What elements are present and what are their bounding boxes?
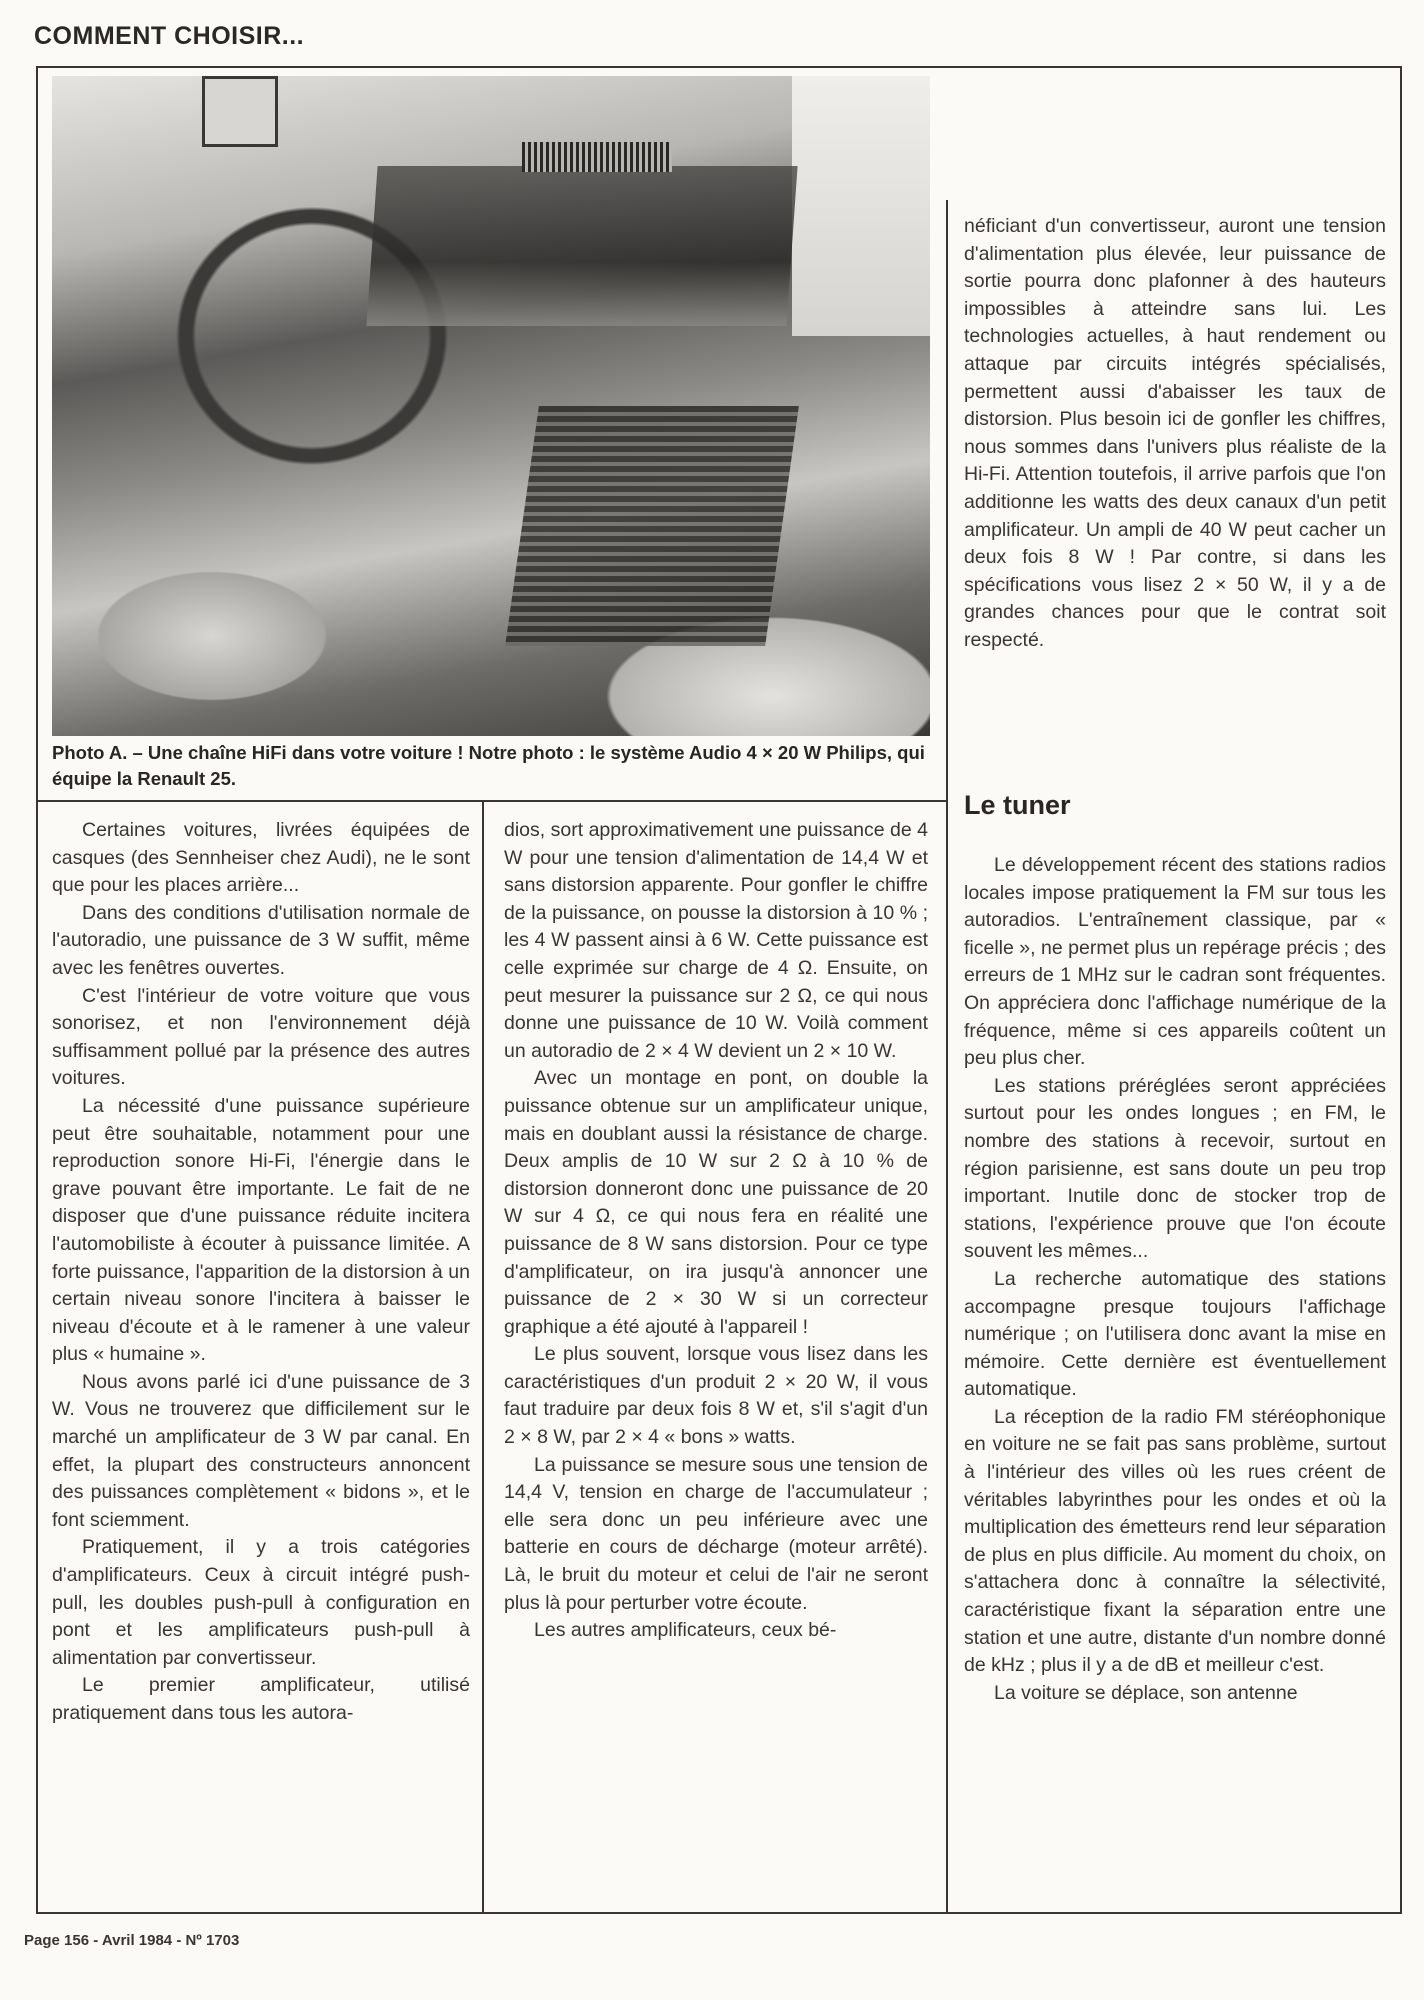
paragraph: Le premier amplificateur, utilisé pratiquement dans tous les autora- xyxy=(52,1674,470,1724)
paragraph: Avec un montage en pont, on double la puissance obtenue sur un amplificateur unique, mais en doublant aussi la résistance de charge. Deux amplis de 10 W sur 2 Ω à 10 % de distorsion donneront donc une puissance de 20 W sur 4 Ω, ce qui nous fera en réalité une puissance de 8 W sans distorsion. Pour ce type d'amplificateur, on ira jusqu'à annoncer une puissance de 2 × 30 W si un correcteur graphique a été ajouté à l'appareil ! xyxy=(504,1067,928,1338)
section-kicker: COMMENT CHOISIR... xyxy=(34,22,305,50)
caption-rule xyxy=(36,800,948,802)
photo-vent xyxy=(522,142,672,172)
paragraph-continuation: néficiant d'un convertisseur, auront une tension d'alimentation plus élevée, leur puissance de sortie pourra donc plafonner à des hauteurs impossibles à atteindre sans lui. Les technologies actuelles, à haut rendement ou attaque par circuits intégrés spécialisés, permettent aussi d'abaisser les taux de distorsion. Plus besoin ici de gonfler les chiffres, nous sommes dans l'univers plus réaliste de la Hi-Fi. Attention toutefois, il arrive parfois que l'on additionne les watts des deux canaux d'un petit amplificateur. Un ampli de 40 W peut cacher un deux fois 8 W ! Par contre, si dans les spécifications vous lisez 2 × 50 W, il y a de grandes chances pour que le contrat soit respecté. xyxy=(964,215,1386,651)
paragraph: Certaines voitures, livrées équipées de casques (des Sennheiser chez Audi), ne le sont que pour les places arrière... xyxy=(52,819,470,897)
paragraph: Nous avons parlé ici d'une puissance de 3 W. Vous ne trouverez que difficilement sur le marché un amplificateur de 3 W par canal. En effet, la plupart des constructeurs annoncent des puissances complètement « bidons », et le font sciemment. xyxy=(52,1370,470,1531)
column-3-top xyxy=(964,213,1386,655)
photo-window xyxy=(792,76,930,336)
column-rule-3 xyxy=(946,200,948,1914)
paragraph: La nécessité d'une puissance supérieure peut être souhaitable, notamment pour une reproduction sonore Hi-Fi, l'énergie dans le grave pouvant être importante. Le fait de ne disposer que d'une puissance réduite incitera l'automobiliste à écouter à puissance limitée. A forte puissance, l'apparition de la distorsion à un certain niveau sonore l'incitera à baisser le niveau d'écoute et à le ramener à une valeur plus « humaine ». xyxy=(52,1094,470,1366)
paragraph: La voiture se déplace, son antenne xyxy=(994,1681,1298,1704)
paragraph: La recherche automatique des stations accompagne presque toujours l'affichage numérique ; on l'utilisera donc avant la mise en mémoire. Cette dernière est éventuellement automatique. xyxy=(964,1267,1386,1401)
page-folio: Page 156 - Avril 1984 - Nº 1703 xyxy=(24,1932,240,1949)
paragraph-continuation: dios, sort approximativement une puissance de 4 W pour une tension d'alimentation de 14,4 W et sans distorsion apparente. Pour gonfler le chiffre de la puissance, on pousse la distorsion à 10 % ; les 4 W passent ainsi à 6 W. Cette puissance est celle exprimée sur charge de 4 Ω. Ensuite, on peut mesurer la puissance sur 2 Ω, ce qui nous donne une puissance de 10 W. Voilà comment un autoradio de 2 × 4 W devient un 2 × 10 W. xyxy=(504,819,928,1062)
paragraph: Les autres amplificateurs, ceux bé- xyxy=(534,1619,837,1642)
column-3-bottom xyxy=(964,852,1386,1707)
column-1 xyxy=(52,817,470,1728)
paragraph: Dans des conditions d'utilisation normale de l'autoradio, une puissance de 3 W suffit, même avec les fenêtres ouvertes. xyxy=(52,901,470,979)
paragraph: La réception de la radio FM stéréophonique en voiture ne se fait pas sans problème, surtout à l'intérieur des villes où les rues créent de véritables labyrinthes pour les ondes et où la multiplication des émetteurs rend leur séparation de plus en plus difficile. Au moment du choix, on s'attachera donc à connaître la sélectivité, caractéristique fixant la séparation entre une station et une autre, distante d'un nombre donné de kHz ; plus il y a de dB et meilleur c'est. xyxy=(964,1405,1386,1677)
paragraph: Le développement récent des stations radios locales impose pratiquement la FM sur tous les autoradios. L'entraînement classique, par « ficelle », ne permet plus un repérage précis ; des erreurs de 1 MHz sur le cadran sont fréquentes. On appréciera donc l'affichage numérique de la fréquence, même si ces appareils coûtent un peu plus cher. xyxy=(964,854,1386,1070)
car-interior-photo xyxy=(52,76,930,736)
column-2 xyxy=(504,817,928,1645)
photo-caption: Photo A. – Une chaîne HiFi dans votre voiture ! Notre photo : le système Audio 4 × 20 W Philips, qui équipe la Renault 25. xyxy=(52,742,925,789)
section-heading-tuner: Le tuner xyxy=(964,790,1071,820)
paragraph: Pratiquement, il y a trois catégories d'amplificateurs. Ceux à circuit intégré push-pull, les doubles push-pull à configuration en pont et les amplificateurs push-pull à alimentation par convertisseur. xyxy=(52,1536,470,1669)
photo-mirror xyxy=(202,76,278,147)
photo-audio-console xyxy=(505,406,799,646)
column-rule-2 xyxy=(482,800,484,1914)
paragraph: Le plus souvent, lorsque vous lisez dans les caractéristiques d'un produit 2 × 20 W, il vous faut traduire par deux fois 8 W et, s'il s'agit d'un 2 × 8 W, par 2 × 4 « bons » watts. xyxy=(504,1343,928,1449)
paragraph: Les stations préréglées seront appréciées surtout pour les ondes longues ; en FM, le nombre des stations à recevoir, surtout en région parisienne, est sans doute un peu trop important. Inutile donc de stocker trop de stations, l'expérience prouve que l'on écoute souvent les mêmes... xyxy=(964,1074,1386,1263)
paragraph: La puissance se mesure sous une tension de 14,4 V, tension en charge de l'accumulateur ; elle sera donc un peu inférieure avec une batterie en cours de décharge (moteur arrêté). Là, le bruit du moteur et celui de l'air ne seront plus là pour perturber votre écoute. xyxy=(504,1453,928,1614)
photo-dashboard xyxy=(366,166,797,326)
paragraph: C'est l'intérieur de votre voiture que vous sonorisez, et non l'environnement déjà suffisamment pollué par la présence des autres voitures. xyxy=(52,984,470,1090)
